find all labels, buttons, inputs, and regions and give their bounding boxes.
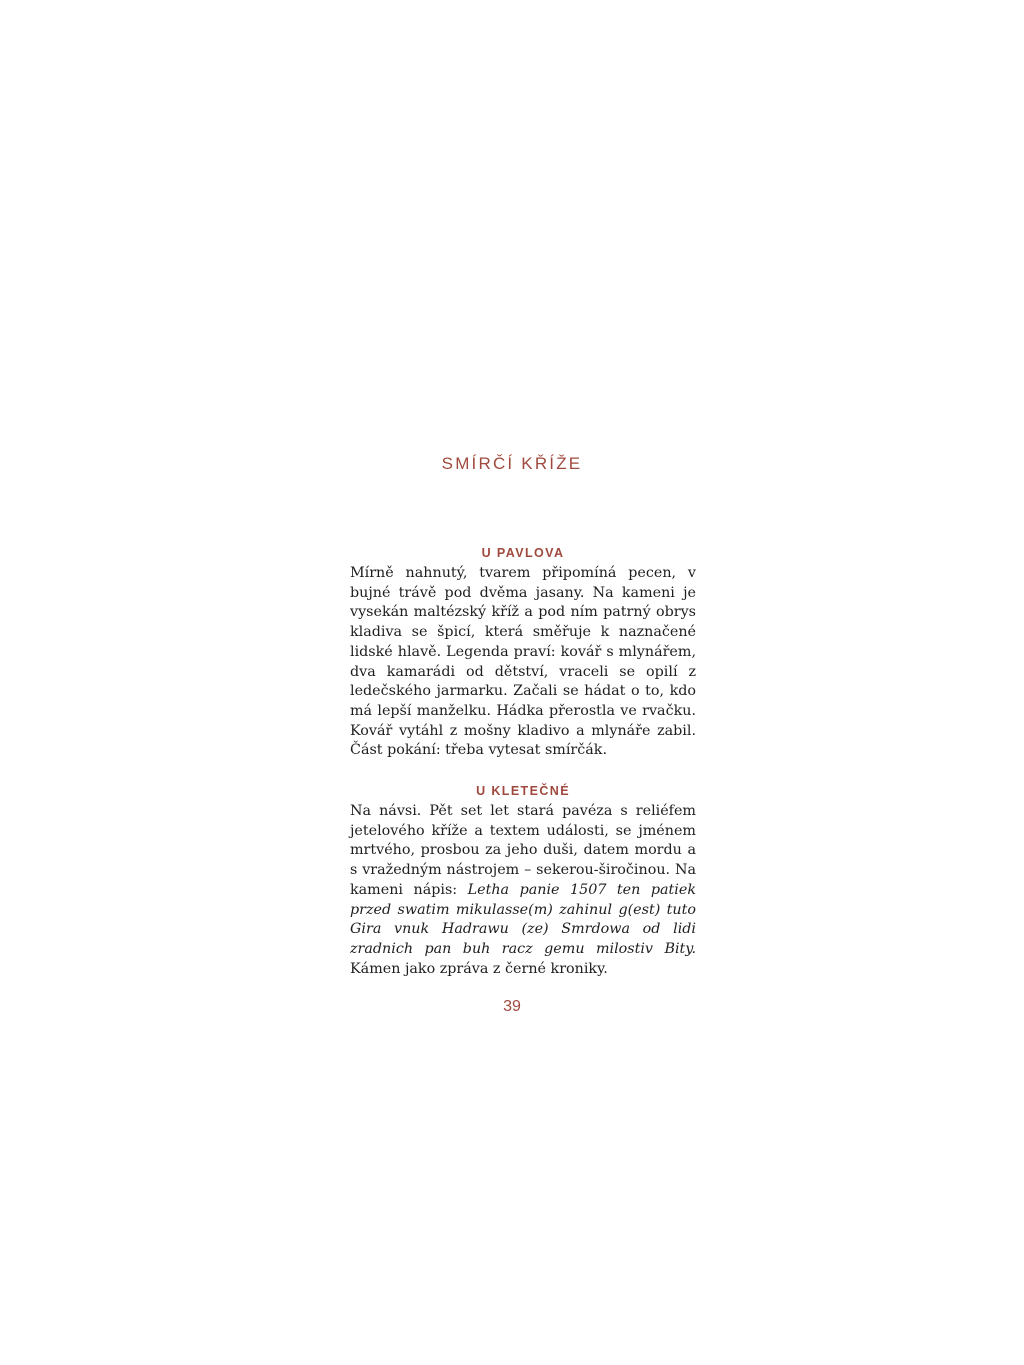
paragraph-text: Kámen jako zpráva z černé kroniky. — [350, 960, 608, 977]
paragraph-text: Na návsi. Pět set let stará pavéza s reliéfem jetelového kříže a textem události, se jménem mrtvého, prosbou za jeho duši, datem mordu a s vražedným nástrojem – sekerou-širočinou. Na kameni nápis: — [350, 803, 696, 898]
page-title: SMÍRČÍ KŘÍŽE — [441, 454, 583, 473]
section-heading: U PAVLOVA — [481, 546, 565, 560]
section-paragraph: Mírně nahnutý, tvarem připomíná pecen, v bujné trávě pod dvěma jasany. Na kameni je vysekán maltézský kříž a pod ním patrný obrys kladiva se špicí, která směřuje k naznačené lidské hlavě. Legenda praví: kovář s mlynářem, dva kamarádi od dětství, vraceli se opilí z ledečského jarmarku. Začali se hádat o to, kdo má lepší manželku. Hádka přerostla ve rvačku. Kovář vytáhl z mošny kladivo a mlynáře zabil. Část pokání: třeba vytesat smírčák. — [350, 565, 696, 759]
section-heading: U KLETEČNÉ — [476, 784, 570, 798]
section-paragraph — [350, 802, 696, 979]
page-number: 39 — [503, 998, 521, 1015]
inscription-text: Letha panie 1507 ten patiek przed swatim mikulasse(m) zahinul g(est) tuto Gira vnuk Hadrawu (ze) Smrdowa od lidi zradnich pan buh racz gemu milostiv Bity. — [350, 881, 696, 957]
section-u-pavlova — [350, 545, 696, 761]
section-u-kletecne — [350, 783, 696, 979]
